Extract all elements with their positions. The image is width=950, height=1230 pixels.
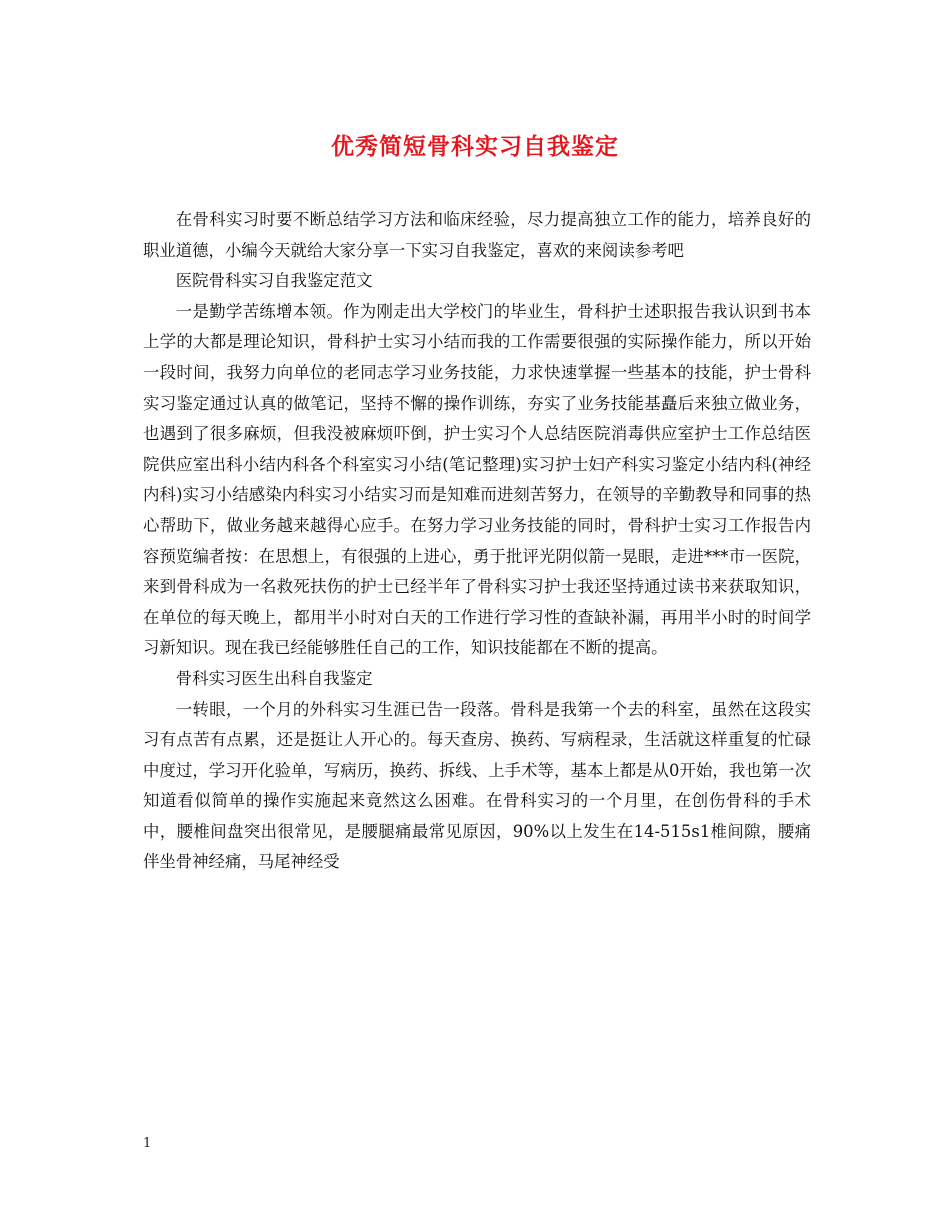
document-title: 优秀简短骨科实习自我鉴定 — [331, 133, 619, 160]
body-paragraph-2: 一转眼，一个月的外科实习生涯已告一段落。骨科是我第一个去的科室，虽然在这段实习有点苦有点累，还是挺让人开心的。每天查房、换药、写病程录，生活就这样重复的忙碌中度过，学习开化验单，写病历，换药、拆线、上手术等，基本上都是从0开始，我也第一次知道看似简单的操作实施起来竟然这么困难。在骨科实习的一个月里，在创伤骨科的手术中，腰椎间盘突出很常见，是腰腿痛最常见原因，90%以上发生在14-515s1椎间隙，腰痛伴坐骨神经痛，马尾神经受 — [143, 699, 811, 872]
section-heading-hospital-orthopedics: 医院骨科实习自我鉴定范文 — [175, 271, 373, 291]
intro-paragraph: 在骨科实习时要不断总结学习方法和临床经验，尽力提高独立工作的能力，培养良好的职业道德，小编今天就给大家分享一下实习自我鉴定，喜欢的来阅读参考吧 — [143, 210, 811, 260]
body-paragraph-1: 一是勤学苦练增本领。作为刚走出大学校门的毕业生，骨科护士述职报告我认识到书本上学的大都是理论知识，骨科护士实习小结而我的工作需要很强的实际操作能力，所以开始一段时间，我努力向单位的老同志学习业务技能，力求快速掌握一些基本的技能，护士骨科实习鉴定通过认真的做笔记，坚持不懈的操作训练，夯实了业务技能基矗后来独立做业务，也遇到了很多麻烦，但我没被麻烦吓倒，护士实习个人总结医院消毒供应室护士工作总结医院供应室出科小结内科各个科室实习小结(笔记整理)实习护士妇产科实习鉴定小结内科(神经内科)实习小结感染内科实习小结实习而是知难而进刻苦努力，在领导的辛勤教导和同事的热心帮助下，做业务越来越得心应手。在努力学习业务技能的同时，骨科护士实习工作报告内容预览编者按：在思想上，有很强的上进心，勇于批评光阴似箭一晃眼，走进***市一医院，来到骨科成为一名救死扶伤的护士已经半年了骨科实习护士我还坚持通过读书来获取知识，在单位的每天晚上，都用半小时对白天的工作进行学习性的查缺补漏，再用半小时的时间学习新知识。现在我已经能够胜任自己的工作，知识技能都在不断的提高。 — [143, 301, 811, 658]
section-heading-intern-doctor: 骨科实习医生出科自我鉴定 — [175, 668, 373, 688]
document-body — [143, 205, 811, 878]
page-number: 1 — [143, 1136, 152, 1151]
